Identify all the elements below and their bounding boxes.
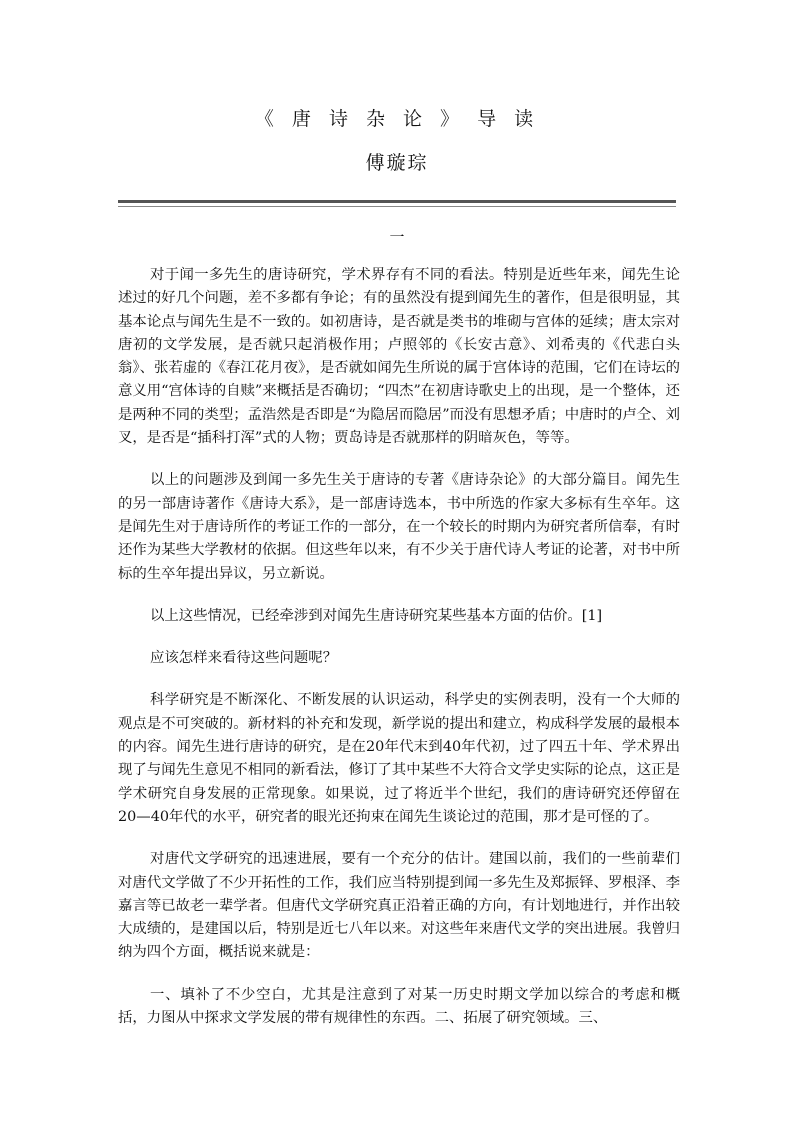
title-divider-thick (118, 200, 676, 203)
paragraph: 一、填补了不少空白，尤其是注意到了对某一历史时期文学加以综合的考虑和概括，力图从中探求文学发展的带有规律性的东西。二、拓展了研究领域。三、 (118, 986, 680, 1027)
document-title: 《 唐 诗 杂 论 》 导 读 (254, 108, 540, 130)
paragraph: 对于闻一多先生的唐诗研究，学术界存有不同的看法。特别是近些年来，闻先生论述过的好几个问题，差不多都有争论；有的虽然没有提到闻先生的著作，但是很明显，其基本论点与闻先生是不一致的。如初唐诗，是否就是类书的堆砌与宫体的延续；唐太宗对唐初的文学发展，是否就只起消极作用；卢照邻的《长安古意》、刘希夷的《代悲白头翁》、张若虚的《春江花月夜》，是否就如闻先生所说的属于宫体诗的范围，它们在诗坛的意义用“宫体诗的自赎”来概括是否确切；“四杰”在初唐诗歌史上的出现，是一个整体，还是两种不同的类型；孟浩然是否即是“为隐居而隐居”而没有思想矛盾；中唐时的卢仝、刘叉，是否是“插科打浑”式的人物；贾岛诗是否就那样的阴暗灰色，等等。 (118, 267, 680, 447)
paragraph: 科学研究是不断深化、不断发展的认识运动，科学史的实例表明，没有一个大师的观点是不可突破的。新材料的补充和发现，新学说的提出和建立，构成科学发展的最根本的内容。闻先生进行唐诗的研究，是在20年代末到40年代初，过了四五十年、学术界出现了与闻先生意见不相同的新看法，修订了其中某些不大符合文学史实际的论点，这正是学术研究自身发展的正常现象。如果说，过了将近半个世纪，我们的唐诗研究还停留在20—40年代的水平，研究者的眼光还拘束在闻先生谈论过的范围，那才是可怪的了。 (118, 692, 680, 825)
paragraph: 以上这些情况，已经牵涉到对闻先生唐诗研究某些基本方面的估价。[1] (150, 607, 603, 624)
paragraph: 以上的问题涉及到闻一多先生关于唐诗的专著《唐诗杂论》的大部分篇目。闻先生的另一部唐诗著作《唐诗大系》，是一部唐诗选本，书中所选的作家大多标有生卒年。这是闻先生对于唐诗所作的考证工作的一部分，在一个较长的时期内为研究者所信奉，有时还作为某些大学教材的依据。但这些年以来，有不少关于唐代诗人考证的论著，对书中所标的生卒年提出异议，另立新说。 (118, 472, 680, 582)
author-name: 傅璇琮 (365, 152, 429, 174)
title-divider-thin (118, 206, 676, 207)
paragraph: 对唐代文学研究的迅速进展，要有一个充分的估计。建国以前，我们的一些前辈们对唐代文学做了不少开拓性的工作，我们应当特别提到闻一多先生及郑振铎、罗根泽、李嘉言等已故老一辈学者。但唐代文学研究真正沿着正确的方向，有计划地进行，并作出较大成绩的，是建国以后，特别是近七八年以来。对这些年来唐代文学的突出进展。我曾归纳为四个方面，概括说来就是： (118, 851, 680, 961)
body-text (118, 264, 680, 1049)
section-number: 一 (389, 228, 405, 246)
paragraph: 应该怎样来看待这些问题呢？ (150, 650, 338, 667)
